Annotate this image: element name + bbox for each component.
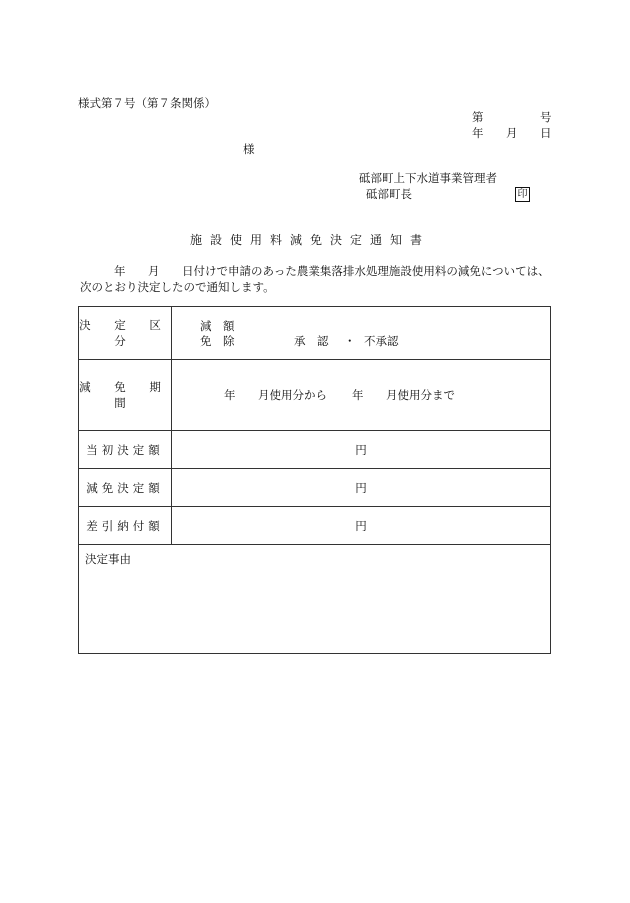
initial-amount-unit: 円 bbox=[172, 431, 551, 469]
date-day: 日 bbox=[540, 126, 552, 140]
reduction-option: 減 額 bbox=[200, 319, 235, 333]
period-year-to: 年 bbox=[352, 388, 364, 402]
decision-value bbox=[172, 307, 551, 360]
decision-table bbox=[78, 306, 551, 654]
option-separator: ・ bbox=[344, 334, 356, 348]
period-label: 減 免 期 間 bbox=[79, 360, 172, 431]
period-year-from: 年 bbox=[224, 388, 236, 402]
decision-row bbox=[79, 307, 551, 360]
net-amount-row bbox=[79, 507, 551, 545]
seal-mark bbox=[515, 186, 530, 202]
period-row bbox=[79, 360, 551, 431]
page-title: 施設使用料減免決定通知書 bbox=[190, 233, 431, 247]
period-from: 月使用分から bbox=[258, 388, 327, 402]
exemption-option: 免 除 bbox=[200, 334, 235, 348]
reduced-amount-label: 減免決定額 bbox=[79, 469, 172, 507]
net-amount-unit: 円 bbox=[172, 507, 551, 545]
reason-label: 決定事由 bbox=[79, 545, 551, 654]
issuer-organization: 砥部町上下水道事業管理者 bbox=[359, 171, 497, 185]
initial-amount-label: 当初決定額 bbox=[79, 431, 172, 469]
reduced-amount-row bbox=[79, 469, 551, 507]
decision-label: 決 定 区 分 bbox=[79, 307, 172, 360]
addressee-suffix: 様 bbox=[243, 142, 255, 156]
period-value bbox=[172, 360, 551, 431]
seal-icon: 印 bbox=[515, 187, 530, 202]
form-number: 様式第７号（第７条関係） bbox=[78, 96, 216, 110]
net-amount-label: 差引納付額 bbox=[79, 507, 172, 545]
intro-line-1: 日付けで申請のあった農業集落排水処理施設使用料の減免については、 bbox=[182, 264, 550, 278]
issuer-title: 砥部町長 bbox=[366, 187, 412, 201]
intro-year: 年 bbox=[114, 264, 126, 278]
document-number-prefix: 第 bbox=[472, 110, 484, 124]
reason-row bbox=[79, 545, 551, 654]
reduced-amount-unit: 円 bbox=[172, 469, 551, 507]
date-year: 年 bbox=[472, 126, 484, 140]
disapprove-option: 不承認 bbox=[364, 334, 399, 348]
initial-amount-row bbox=[79, 431, 551, 469]
period-to: 月使用分まで bbox=[386, 388, 455, 402]
document-number-suffix: 号 bbox=[540, 110, 552, 124]
date-month: 月 bbox=[506, 126, 518, 140]
intro-month: 月 bbox=[148, 264, 160, 278]
intro-line-2: 次のとおり決定したので通知します。 bbox=[80, 280, 275, 294]
approve-option: 承 認 bbox=[294, 334, 329, 348]
